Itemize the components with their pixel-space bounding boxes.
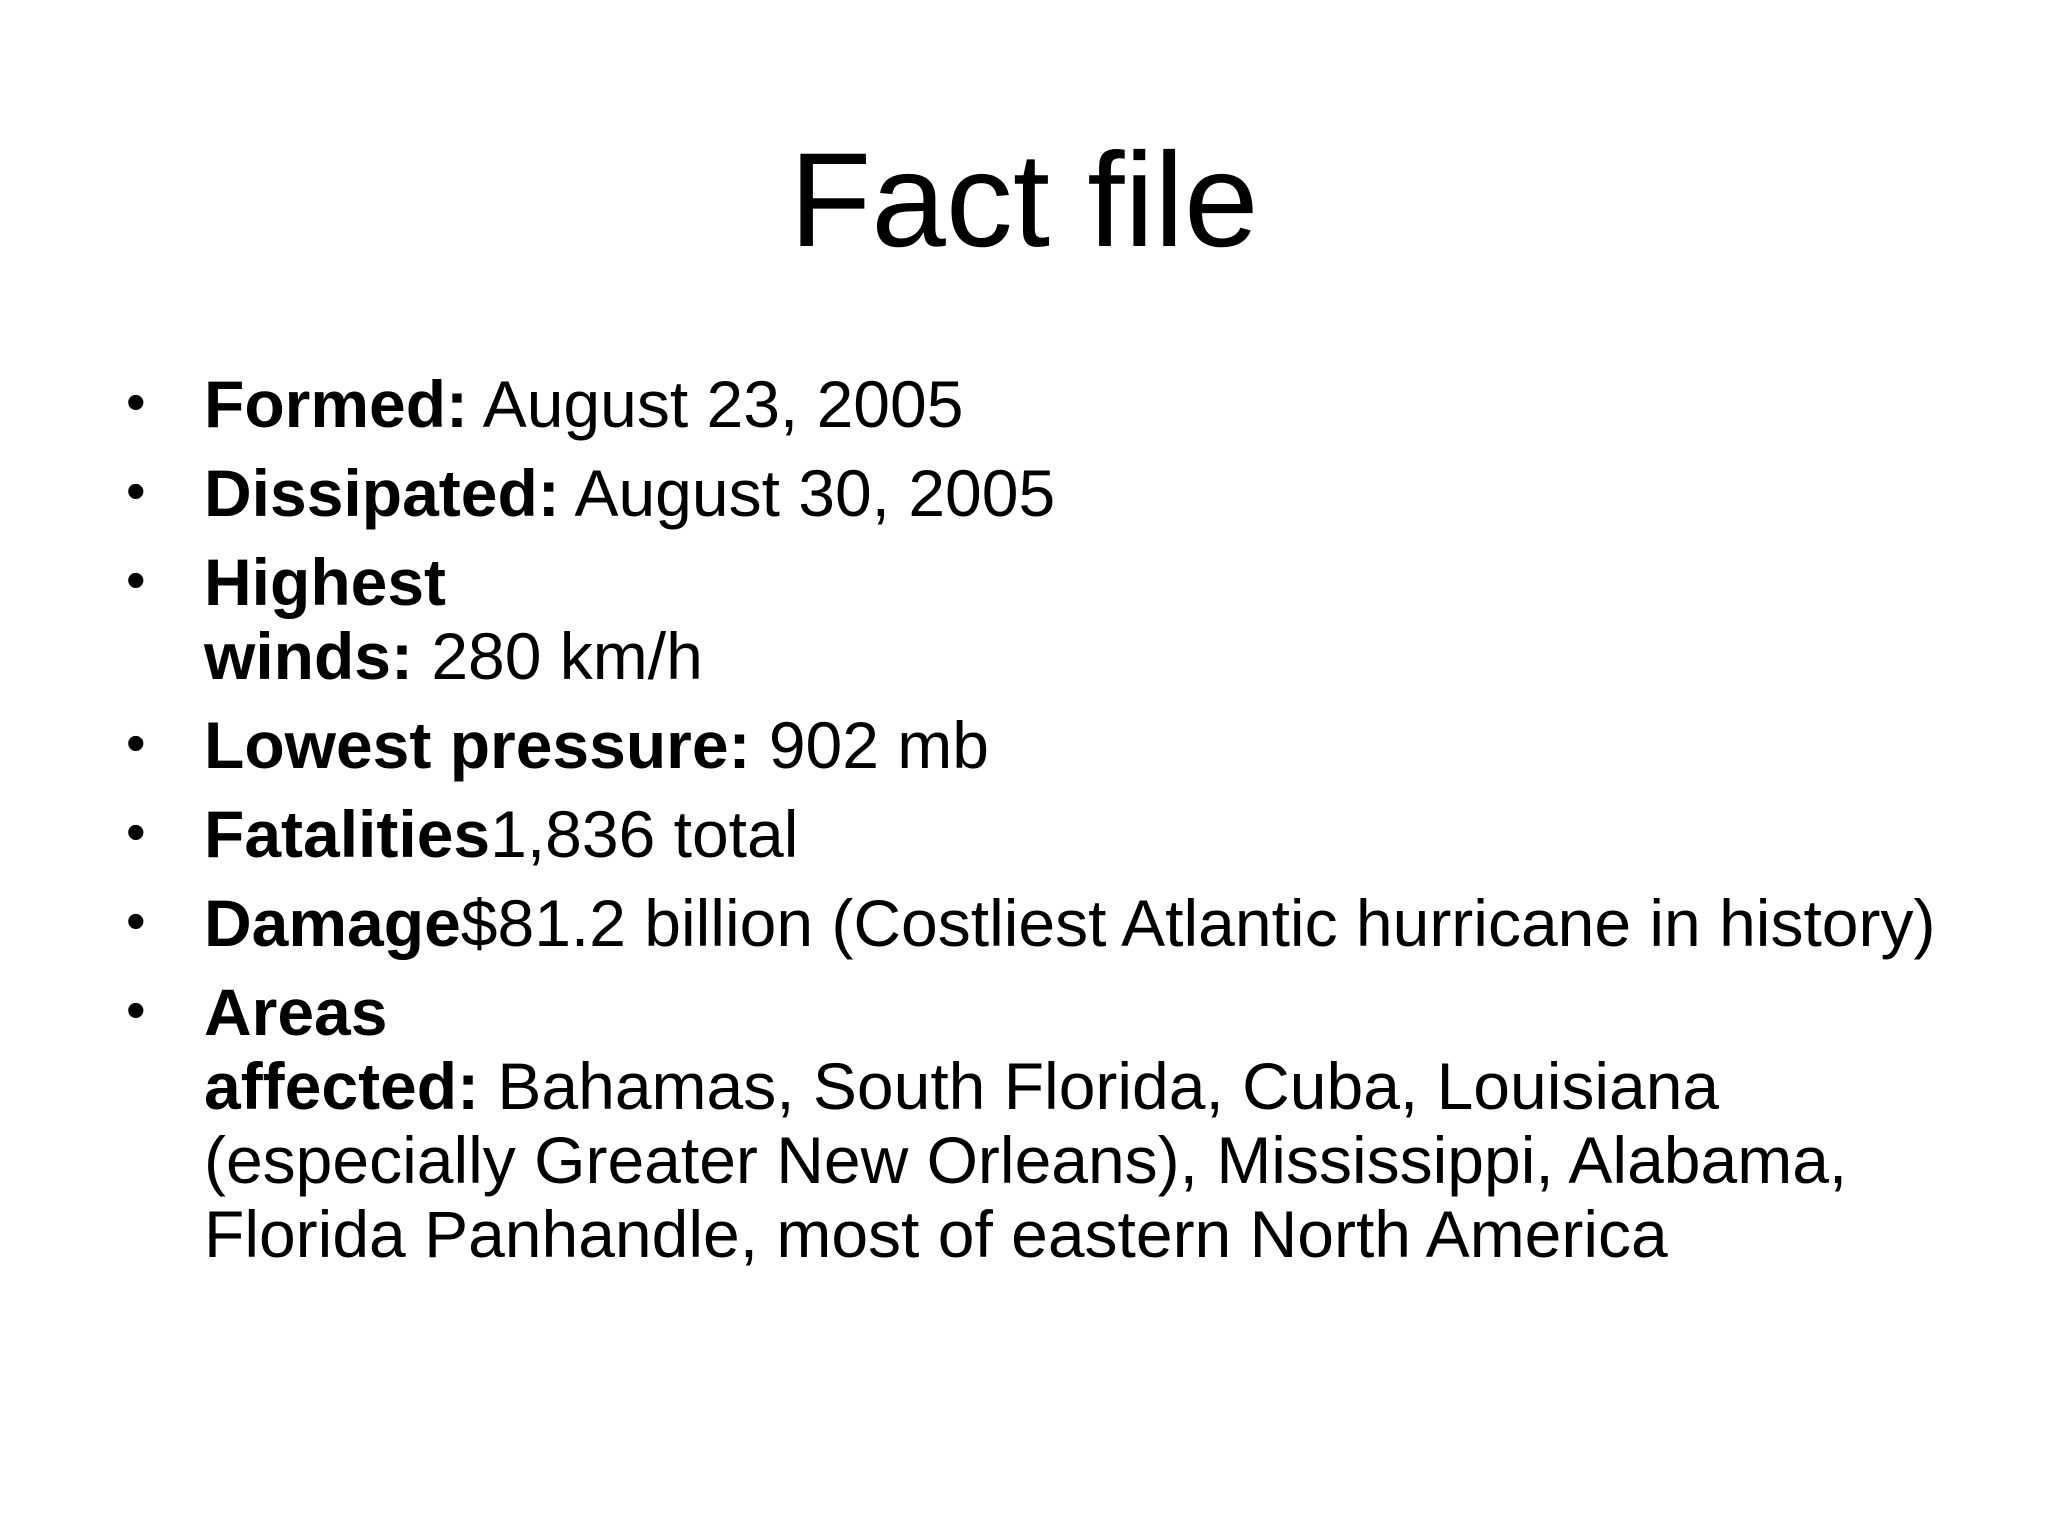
- fact-highest-winds: [120, 545, 1970, 693]
- fact-lowest-pressure: [120, 708, 1970, 782]
- slide-title: Fact file: [789, 126, 1259, 275]
- fact-term: Lowest pressure:: [204, 708, 751, 782]
- fact-value: 902 mb: [750, 708, 989, 782]
- fact-value: 1,836 total: [490, 797, 799, 871]
- fact-value: $81.2 billion (Costliest Atlantic hurricane in history): [460, 886, 1936, 960]
- bullet-icon: •: [126, 978, 146, 1041]
- bullet-icon: •: [126, 800, 146, 863]
- fact-value: August 30, 2005: [559, 456, 1056, 530]
- fact-value: 280 km/h: [413, 619, 703, 693]
- bullet-icon: •: [126, 548, 146, 611]
- fact-term-continued: winds:: [204, 619, 413, 693]
- fact-term-continued: affected:: [204, 1049, 480, 1123]
- bullet-icon: •: [126, 889, 146, 952]
- fact-term: Dissipated:: [204, 456, 560, 530]
- fact-value: August 23, 2005: [468, 367, 964, 441]
- fact-areas-affected: [120, 975, 1970, 1271]
- fact-formed: [120, 367, 1970, 441]
- bullet-icon: •: [126, 459, 146, 522]
- fact-fatalities: [120, 797, 1970, 871]
- bullet-icon: •: [126, 711, 146, 774]
- fact-value: Bahamas, South Florida, Cuba, Louisiana (especially Greater New Orleans), Mississippi, Alabama, Florida Panhandle, most of eastern North America: [204, 1049, 1848, 1271]
- fact-damage: [120, 886, 1970, 960]
- fact-term: Damage: [204, 886, 461, 960]
- fact-term: Fatalities: [204, 797, 491, 871]
- fact-term: Areas: [204, 975, 388, 1049]
- fact-term: Highest: [204, 545, 447, 619]
- fact-list: [120, 367, 1970, 1271]
- bullet-icon: •: [126, 370, 146, 433]
- fact-term: Formed:: [204, 367, 468, 441]
- fact-dissipated: [120, 456, 1970, 530]
